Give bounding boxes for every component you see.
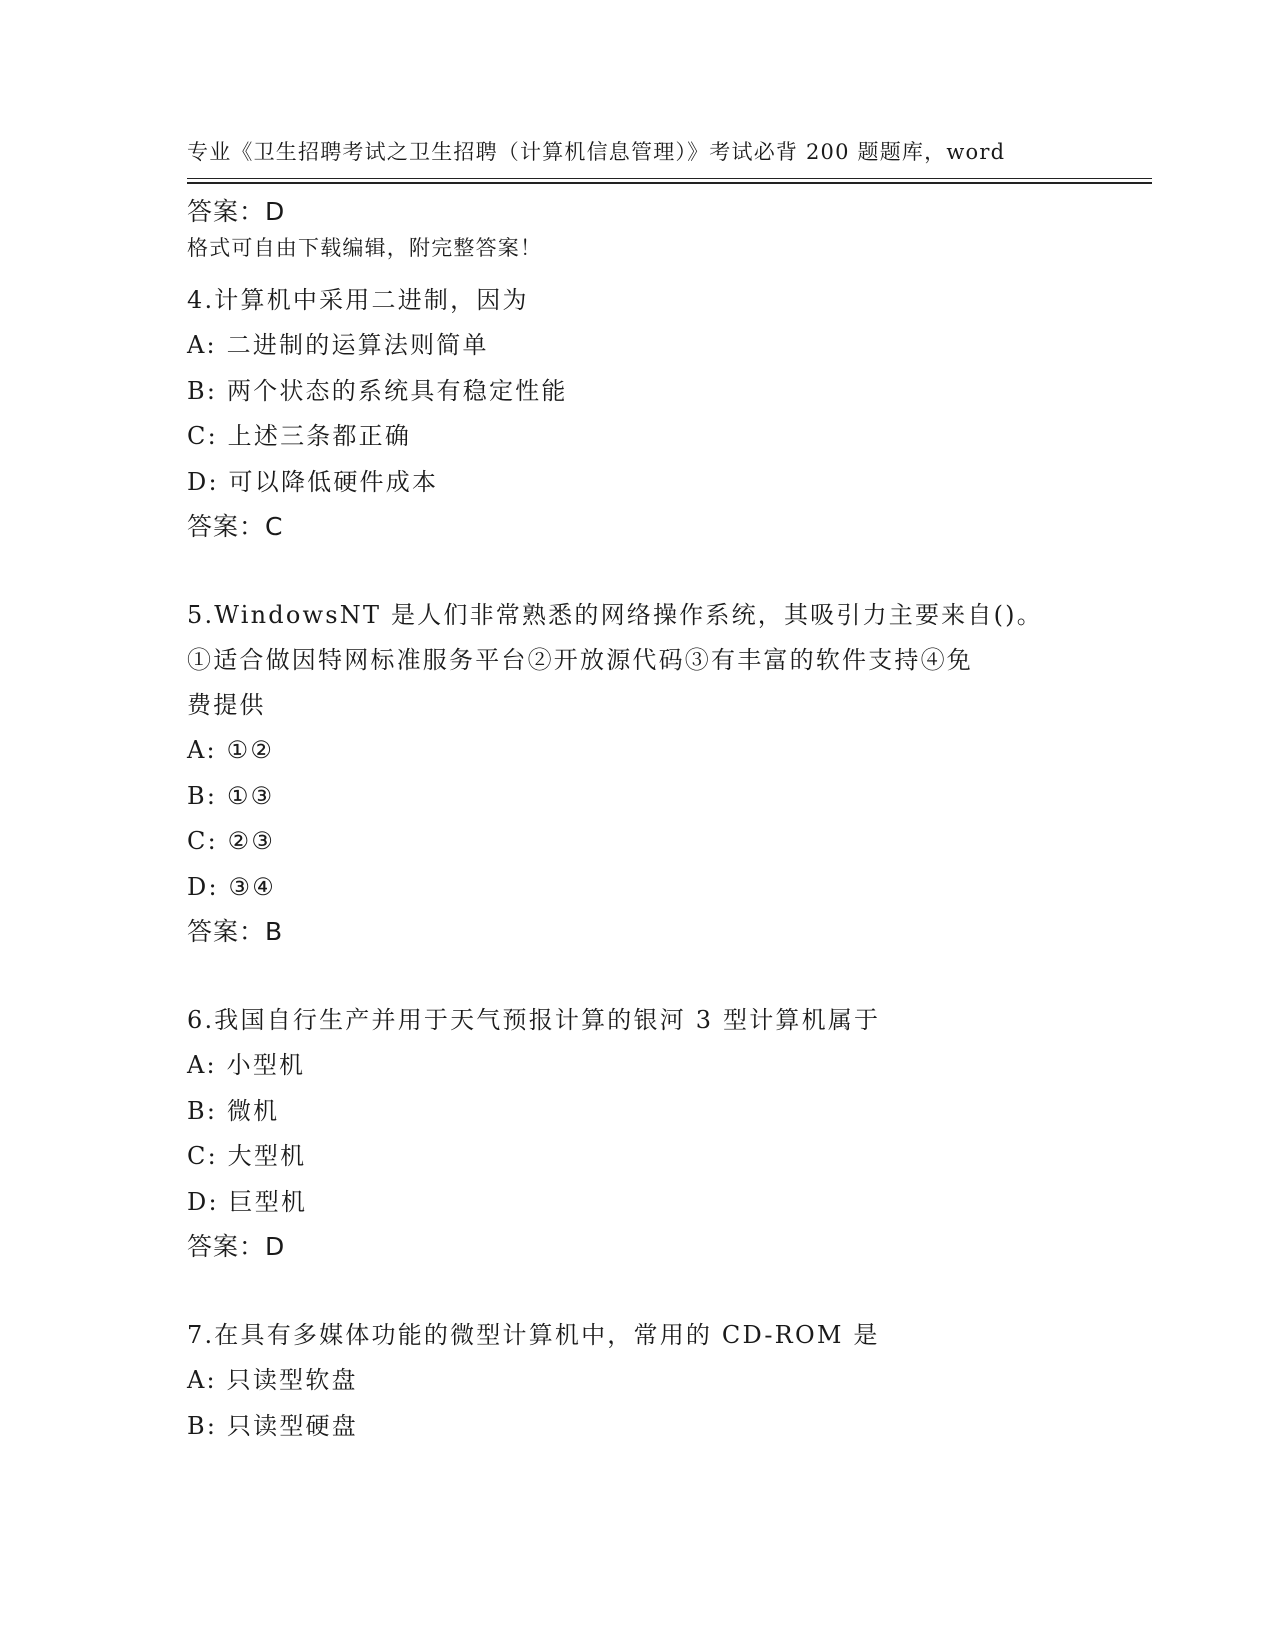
question-6 [187, 998, 1087, 1269]
option-a: A: ①② [187, 736, 275, 764]
question-stem: 5.WindowsNT 是人们非常熟悉的网络操作系统，其吸引力主要来自()。 [187, 601, 1043, 629]
option-b: B: ①③ [187, 781, 275, 810]
question-stem: 7.在具有多媒体功能的微型计算机中，常用的 CD-ROM 是 [187, 1321, 880, 1349]
option-c: C: 大型机 [187, 1142, 307, 1170]
answer-line: 答案：D [187, 1232, 286, 1261]
header-line-2: 格式可自由下载编辑，附完整答案！ [187, 236, 543, 260]
option-b: B: 两个状态的系统具有稳定性能 [187, 376, 568, 405]
option-d: D: 巨型机 [187, 1187, 308, 1216]
option-d: D: ③④ [187, 872, 276, 901]
option-b: B: 只读型硬盘 [187, 1411, 358, 1440]
question-4 [187, 278, 1087, 549]
question-stem: 6.我国自行生产并用于天气预报计算的银河 3 型计算机属于 [187, 1006, 881, 1034]
option-c: C: ②③ [187, 827, 276, 855]
option-d: D: 可以降低硬件成本 [187, 467, 439, 496]
question-7 [187, 1313, 1087, 1449]
option-a: A: 小型机 [187, 1051, 306, 1079]
answer-line: 答案：D [187, 197, 286, 226]
question-stem-continued: ①适合做因特网标准服务平台②开放源代码③有丰富的软件支持④免 [187, 646, 973, 674]
option-a: A: 二进制的运算法则简单 [187, 331, 489, 359]
answer-line: 答案：B [187, 917, 284, 946]
header-line-1: 专业《卫生招聘考试之卫生招聘（计算机信息管理）》考试必背 200 题题库，word [187, 140, 1006, 164]
header-rule-thin [187, 178, 1152, 179]
option-b: B: 微机 [187, 1096, 280, 1125]
option-a: A: 只读型软盘 [187, 1366, 358, 1394]
question-list [187, 190, 1087, 1449]
option-c: C: 上述三条都正确 [187, 422, 412, 450]
question-stem: 4.计算机中采用二进制，因为 [187, 286, 529, 314]
question-5 [187, 593, 1087, 954]
answer-line: 答案：C [187, 512, 284, 541]
question-stem-continued: 费提供 [187, 691, 266, 719]
header-rule-thick [187, 182, 1152, 184]
